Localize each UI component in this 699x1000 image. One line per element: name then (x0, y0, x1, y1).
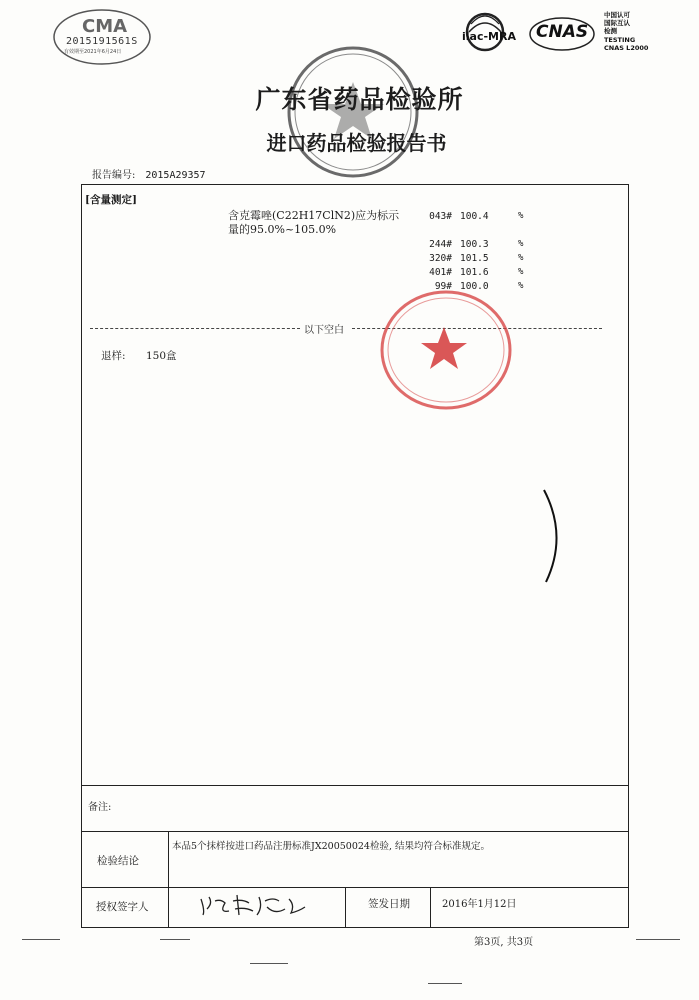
cnas-logo-text: CNAS (536, 22, 589, 42)
conclusion-label: 检验结论 (97, 855, 139, 867)
assay-requirement (228, 209, 399, 237)
result-value: 101.6 (460, 267, 489, 278)
cnas-info-line: 国际互认 (604, 19, 630, 28)
result-value: 100.0 (460, 281, 489, 292)
requirement-line-2: 量的95.0%~105.0% (228, 223, 337, 236)
report-number-value: 2015A29357 (145, 170, 206, 181)
notes-divider (81, 785, 629, 786)
retention-label: 退样: (101, 350, 126, 362)
notes-label: 备注: (88, 802, 112, 813)
ilac-mra-text: ilac-MRA (462, 30, 516, 43)
signer-label: 授权签字人 (96, 901, 149, 913)
issue-date-value: 2016年1月12日 (442, 899, 517, 910)
table-divider (81, 831, 629, 832)
page-indicator: 第3页, 共3页 (474, 937, 534, 948)
scan-artifact (540, 488, 570, 584)
result-lot: 320# (429, 253, 452, 264)
table-divider (81, 887, 629, 888)
company-seal (376, 285, 516, 415)
scan-line (428, 983, 462, 984)
result-lot: 043# (429, 211, 452, 222)
result-lot: 99# (434, 281, 452, 292)
result-unit: % (518, 267, 524, 277)
table-column-divider (430, 887, 431, 928)
scan-line (160, 939, 190, 940)
blank-divider-left (90, 328, 300, 329)
org-title: 广东省药品检验所 (255, 85, 464, 114)
issue-date-label: 签发日期 (368, 898, 410, 910)
result-unit: % (518, 253, 524, 263)
requirement-line-1: 含克霉唑(C22H17ClN2)应为标示 (228, 209, 400, 222)
table-column-divider (345, 887, 346, 928)
conclusion-text: 本品5个抹样按进口药品注册标准JX20050024检验, 结果均符合标准规定。 (172, 841, 491, 852)
table-column-divider (168, 831, 169, 928)
report-number (92, 166, 216, 181)
cma-logo-text: CMA (82, 16, 128, 37)
handwritten-signature (195, 889, 315, 921)
result-unit: % (518, 239, 524, 249)
result-value: 101.5 (460, 253, 489, 264)
result-value: 100.4 (460, 211, 489, 222)
cnas-info-line: 检测 (604, 27, 617, 36)
retention-value: 150盒 (146, 350, 177, 362)
cma-number: 2015191561S (66, 36, 138, 47)
cnas-info (604, 11, 648, 52)
cma-approval: 有效期至2021年6月24日 (64, 49, 122, 55)
scan-line (250, 963, 288, 964)
blank-below-text: 以下空白 (304, 325, 344, 336)
result-value: 100.3 (460, 239, 489, 250)
scan-line (22, 939, 60, 940)
section-label: [含量测定] (85, 194, 137, 206)
cnas-info-line: TESTING (604, 35, 636, 44)
cnas-info-line: CNAS L2000 (604, 43, 649, 52)
cnas-info-line: 中国认可 (604, 11, 630, 19)
result-unit: % (518, 211, 524, 221)
result-unit: % (518, 281, 524, 291)
result-lot: 244# (429, 239, 452, 250)
report-number-label: 报告编号: (92, 170, 136, 181)
report-title: 进口药品检验报告书 (266, 131, 447, 155)
scan-line (636, 939, 680, 940)
result-lot: 401# (429, 267, 452, 278)
